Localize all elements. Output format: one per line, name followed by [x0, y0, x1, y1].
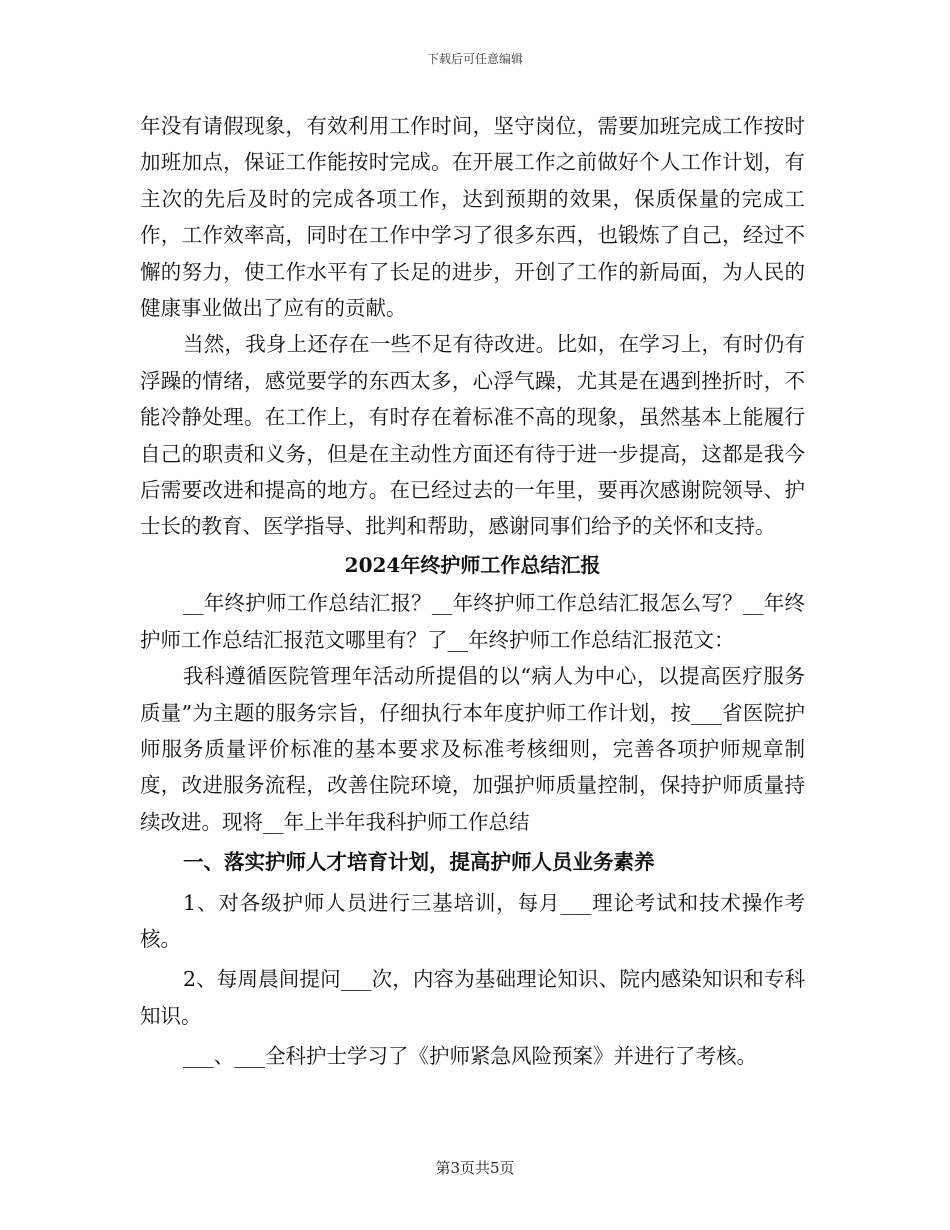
section-heading-talent-training: 一、落实护师人才培育计划，提高护师人员业务素养: [183, 850, 655, 875]
paragraph-service-purpose: 我科遵循医院管理年活动所提倡的以“病人为中心，以提高医疗服务质量”为主题的服务宗旨，仔细执行本年度护师工作计划，按___省医院护师服务质量评价标准的基本要求及标准考核细则，完善各项护师规章制度，改进服务流程，改善住院环境，加强护师质量控制，保持护师质量持续改进。现将__年上半年我科护师工作总结: [140, 664, 805, 834]
paragraph-work-attendance: 年没有请假现象，有效利用工作时间，坚守岗位，需要加班完成工作按时加班加点，保证工作能按时完成。在开展工作之前做好个人工作计划，有主次的先后及时的完成各项工作，达到预期的效果，保质保量的完成工作，工作效率高，同时在工作中学习了很多东西，也锻炼了自己，经过不懈的努力，使工作水平有了长足的进步，开创了工作的新局面，为人民的健康事业做出了应有的贡献。: [140, 114, 805, 321]
document-body: [140, 108, 805, 1075]
list-item-emergency-plan: ___、___全科护士学习了《护师紧急风险预案》并进行了考核。: [183, 1044, 758, 1069]
document-title: 2024年终护师工作总结汇报: [344, 552, 601, 577]
list-item-morning-questions: 2、每周晨间提问___次，内容为基础理论知识、院内感染知识和专科知识。: [140, 967, 805, 1028]
page-header: 下载后可任意编辑: [426, 52, 523, 66]
list-item-training: 1、对各级护师人员进行三基培训，每月___理论考试和技术操作考核。: [140, 890, 805, 951]
paragraph-intro: __年终护师工作总结汇报？__年终护师工作总结汇报怎么写？__年终护师工作总结汇报范文哪里有？了__年终护师工作总结汇报范文：: [140, 591, 805, 652]
paragraph-shortcomings: 当然，我身上还存在一些不足有待改进。比如，在学习上，有时仍有浮躁的情绪，感觉要学的东西太多，心浮气躁，尤其是在遇到挫折时，不能冷静处理。在工作上，有时存在着标准不高的现象，虽然基本上能履行自己的职责和义务，但是在主动性方面还有待于进一步提高，这都是我今后需要改进和提高的地方。在已经过去的一年里，要再次感谢院领导、护士长的教育、医学指导、批判和帮助，感谢同事们给予的关怀和支持。: [140, 332, 805, 539]
page-number: 第3页共5页: [435, 1159, 515, 1177]
